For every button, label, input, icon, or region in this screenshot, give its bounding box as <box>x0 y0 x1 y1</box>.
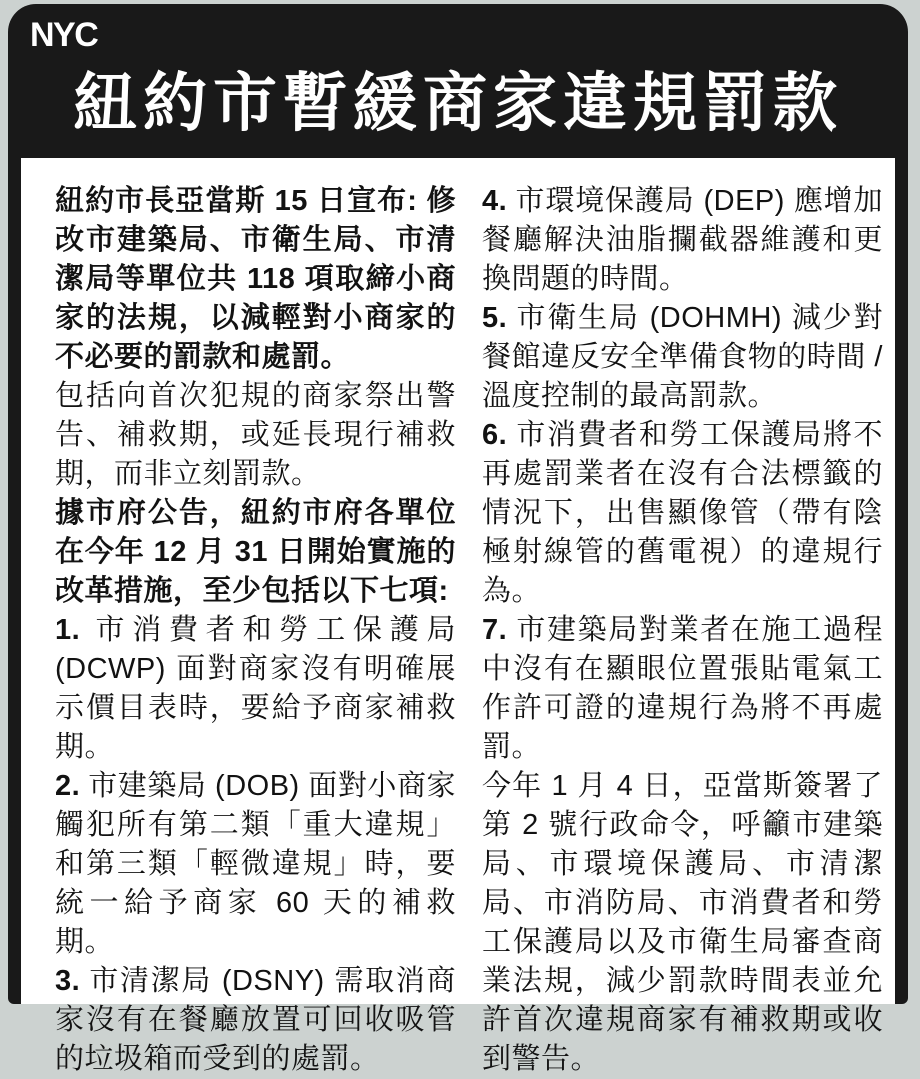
list-item-1-text: 市消費者和勞工保護局 (DCWP) 面對商家沒有明確展示價目表時，要給予商家補救期。 <box>55 614 456 763</box>
list-item-3-text: 市清潔局 (DSNY) 需取消商家沒有在餐廳放置可回收吸管的垃圾箱而受到的處罰。 <box>55 965 456 1075</box>
list-item-7-number: 7. <box>482 614 508 646</box>
list-item-1 <box>55 611 456 767</box>
list-item-6-number: 6. <box>482 419 508 451</box>
list-item-5-text: 市衛生局 (DOHMH) 減少對餐館違反安全準備食物的時間 / 溫度控制的最高罰款。 <box>482 302 883 412</box>
list-item-6 <box>482 416 883 611</box>
list-item-3 <box>55 962 456 1079</box>
announcement-paragraph: 據市府公告，紐約市府各單位在今年 12 月 31 日開始實施的改革措施，至少包括以下七項: <box>55 497 456 607</box>
list-item-5-number: 5. <box>482 302 508 334</box>
list-item-7-text: 市建築局對業者在施工過程中沒有在顯眼位置張貼電氣工作許可證的違規行為將不再處罰。 <box>482 614 883 763</box>
nyc-logo: NYC <box>30 16 98 54</box>
list-item-2-text: 市建築局 (DOB) 面對小商家觸犯所有第二類「重大違規」和第三類「輕微違規」時，要統一給予商家 60 天的補救期。 <box>55 770 456 958</box>
right-column <box>482 182 883 1079</box>
list-item-5 <box>482 299 883 416</box>
list-item-4-number: 4. <box>482 185 508 217</box>
headline-title: 紐約市暫緩商家違規罰款 <box>73 67 843 139</box>
list-item-4-text: 市環境保護局 (DEP) 應增加餐廳解決油脂攔截器維護和更換問題的時間。 <box>482 185 883 295</box>
list-item-2-number: 2. <box>55 770 81 802</box>
list-item-6-text: 市消費者和勞工保護局將不再處罰業者在沒有合法標籤的情況下，出售顯像管（帶有陰極射線管的舊電視）的違規行為。 <box>482 419 883 607</box>
list-item-1-number: 1. <box>55 614 81 646</box>
list-item-3-number: 3. <box>55 965 81 997</box>
closing-paragraph: 今年 1 月 4 日，亞當斯簽署了第 2 號行政命令，呼籲市建築局、市環境保護局、市清潔局、市消防局、市消費者和勞工保護局以及市衛生局審查商業法規，減少罰款時間表並允許首次違規商家有補救期或收到警告。 <box>482 770 883 1075</box>
left-column <box>55 182 456 1079</box>
list-item-4 <box>482 182 883 299</box>
intro-paragraph-regular: 包括向首次犯規的商家祭出警告、補救期，或延長現行補救期，而非立刻罰款。 <box>55 380 456 490</box>
list-item-2 <box>55 767 456 962</box>
news-card <box>8 4 908 1075</box>
list-item-7 <box>482 611 883 767</box>
article-body <box>8 158 908 1075</box>
two-column-layout <box>55 182 883 1079</box>
intro-paragraph-bold: 紐約市長亞當斯 15 日宣布: 修改市建築局、市衛生局、市清潔局等單位共 118 項取締小商家的法規，以減輕對小商家的不必要的罰款和處罰。 <box>55 185 456 373</box>
header-banner <box>8 4 908 158</box>
